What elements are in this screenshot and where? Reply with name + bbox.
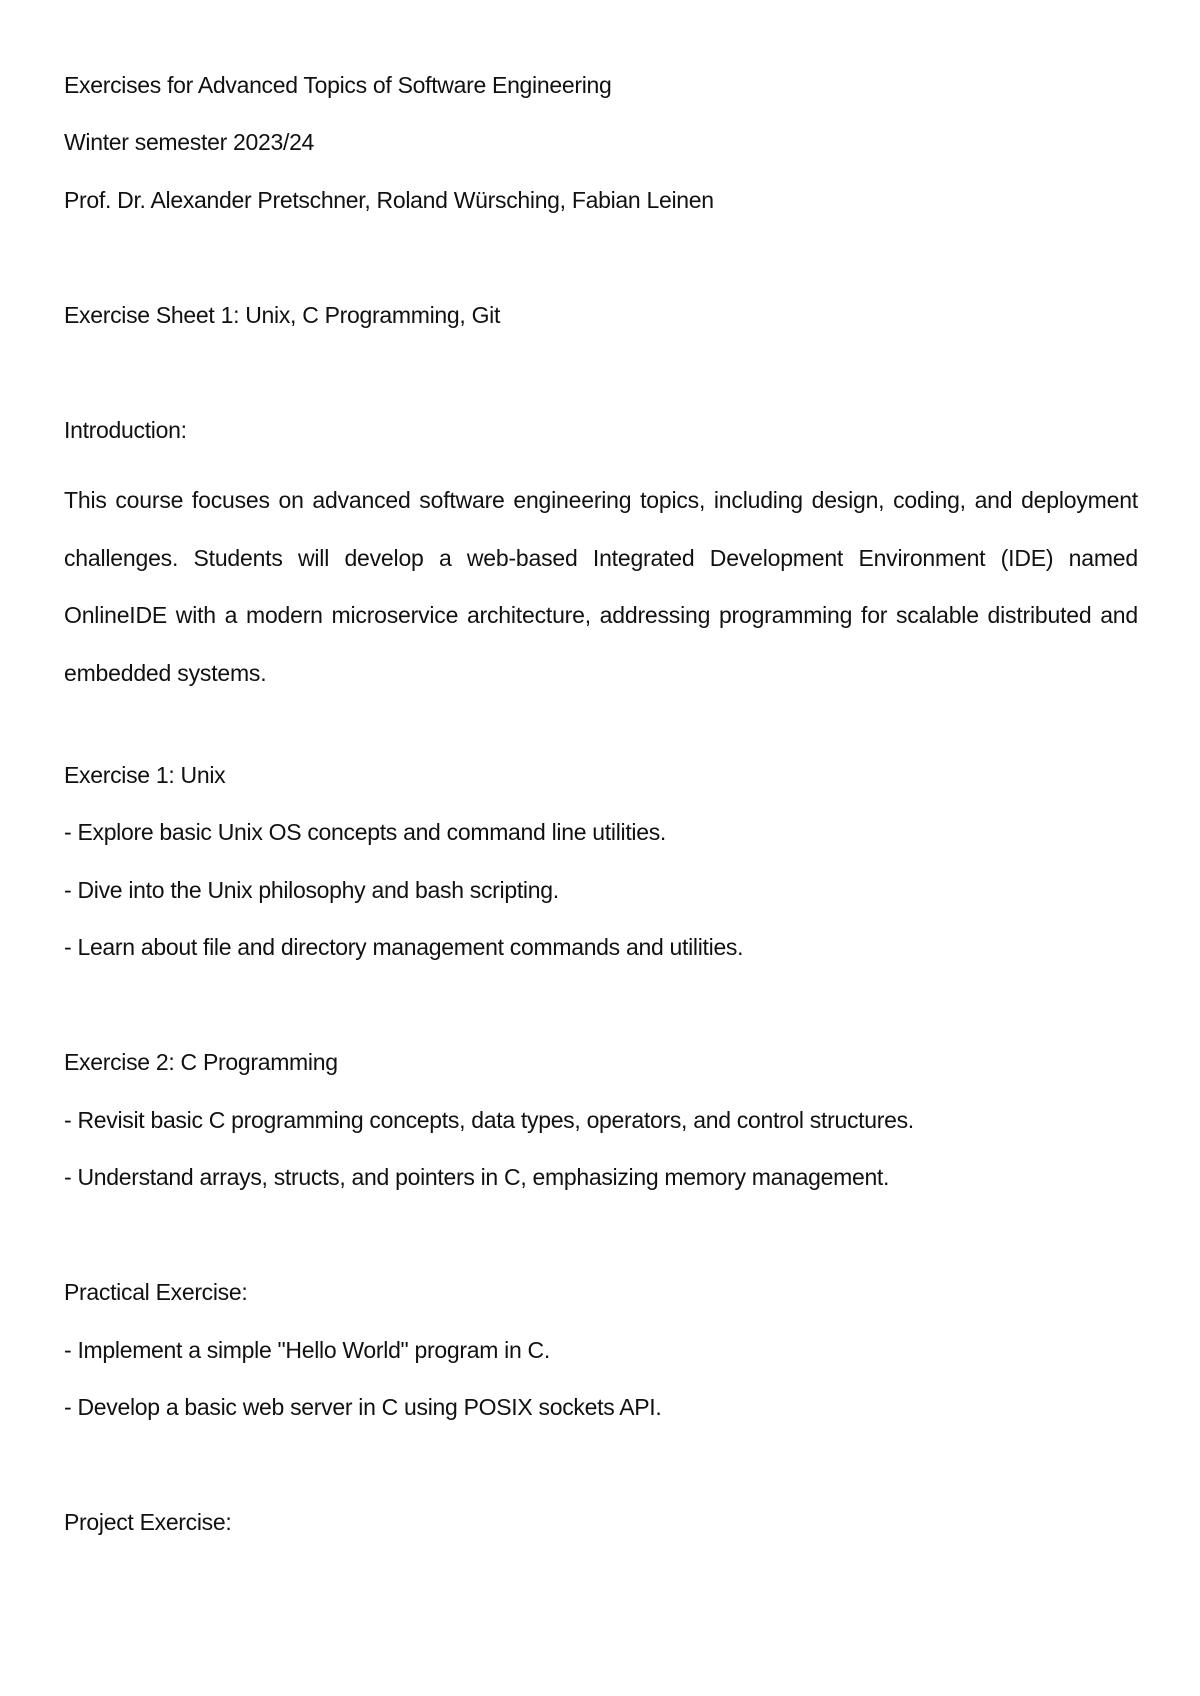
practical-heading: Practical Exercise: bbox=[64, 1279, 248, 1305]
exercise2-heading: Exercise 2: C Programming bbox=[64, 1049, 338, 1075]
introduction-paragraph: This course focuses on advanced software engineering topics, including design, coding, and deployment challenges. Students will develop a web-based Integrated Development Environment (IDE) named OnlineIDE with a modern microservice architecture, addressing programming for scalable distributed and embedded systems. bbox=[64, 487, 1138, 686]
exercise1-item: - Explore basic Unix OS concepts and command line utilities. bbox=[64, 819, 667, 845]
exercise2-item: - Revisit basic C programming concepts, data types, operators, and control structures. bbox=[64, 1107, 914, 1133]
exercise2-item: - Understand arrays, structs, and pointers in C, emphasizing memory management. bbox=[64, 1164, 890, 1190]
sheet-title: Exercise Sheet 1: Unix, C Programming, Git bbox=[64, 302, 501, 328]
project-heading: Project Exercise: bbox=[64, 1509, 232, 1535]
authors-line: Prof. Dr. Alexander Pretschner, Roland Würsching, Fabian Leinen bbox=[64, 187, 714, 213]
exercise1-heading: Exercise 1: Unix bbox=[64, 762, 226, 788]
exercise1-item: - Learn about file and directory management commands and utilities. bbox=[64, 934, 744, 960]
exercise1-item: - Dive into the Unix philosophy and bash scripting. bbox=[64, 877, 559, 903]
semester-line: Winter semester 2023/24 bbox=[64, 129, 315, 155]
practical-item: - Implement a simple "Hello World" program in C. bbox=[64, 1337, 550, 1363]
course-title: Exercises for Advanced Topics of Software Engineering bbox=[64, 72, 612, 98]
introduction-heading: Introduction: bbox=[64, 417, 187, 443]
practical-item: - Develop a basic web server in C using POSIX sockets API. bbox=[64, 1394, 662, 1420]
